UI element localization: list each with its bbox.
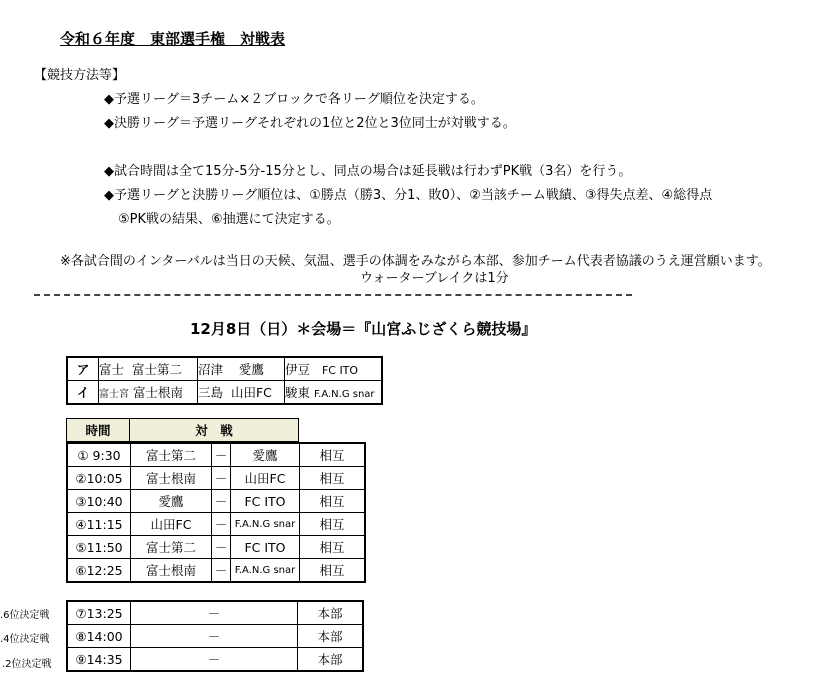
- vs-mark: －: [212, 490, 231, 513]
- rule-line: ⑤PK戦の結果、⑥抽選にて決定する。: [118, 212, 340, 227]
- final-match: －: [131, 625, 298, 648]
- team-home: 富士根南: [131, 559, 212, 583]
- final-label: .2位決定戦: [2, 659, 52, 670]
- finals-table: [66, 600, 364, 672]
- schedule-header: [66, 418, 299, 442]
- block-cell: 富士宮 富士根南: [99, 381, 198, 405]
- referee-type: 相互: [300, 490, 366, 513]
- match-row: [67, 513, 365, 536]
- match-time: ②10:05: [67, 467, 131, 490]
- match-row: [67, 467, 365, 490]
- match-time: ④11:15: [67, 513, 131, 536]
- final-time: ⑦13:25: [67, 601, 131, 625]
- section-heading: 【競技方法等】: [34, 68, 126, 83]
- match-time: ① 9:30: [67, 443, 131, 467]
- vs-mark: －: [212, 536, 231, 559]
- header-match: 対 戦: [130, 419, 299, 442]
- final-row: [67, 625, 363, 648]
- block-label: ア: [67, 357, 99, 381]
- referee-type: 相互: [300, 513, 366, 536]
- interval-note: ※各試合間のインターバルは当日の天候、気温、選手の体調をみながら本部、参加チーム代表者協議のうえ運営願います。: [60, 254, 771, 269]
- final-match: －: [131, 601, 298, 625]
- venue-heading: 12月8日（日）＊会場＝『山宮ふじざくら競技場』: [190, 320, 537, 338]
- match-row: [67, 536, 365, 559]
- team-home: 富士根南: [131, 467, 212, 490]
- referee-type: 本部: [298, 648, 364, 672]
- match-time: ⑥12:25: [67, 559, 131, 583]
- schedule-table: [66, 442, 366, 583]
- team-home: 富士第二: [131, 536, 212, 559]
- rule-line: ◆決勝リーグ＝予選リーグそれぞれの1位と2位と3位同士が対戦する。: [104, 116, 516, 131]
- block-row: [67, 381, 382, 405]
- water-break-note: ウォーターブレイクは1分: [360, 271, 509, 286]
- team-away: F.A.N.G snar: [231, 513, 300, 536]
- final-row: [67, 648, 363, 672]
- team-away: 山田FC: [231, 467, 300, 490]
- page-title: 令和６年度 東部選手権 対戦表: [60, 30, 286, 48]
- match-time: ⑤11:50: [67, 536, 131, 559]
- block-cell: 沼津 愛鷹: [198, 357, 285, 381]
- rule-line: ◆予選リーグ＝3チーム×２ブロックで各リーグ順位を決定する。: [104, 92, 484, 107]
- vs-mark: －: [212, 443, 231, 467]
- block-row: [67, 357, 382, 381]
- team-away: FC ITO: [231, 536, 300, 559]
- final-row: [67, 601, 363, 625]
- match-row: [67, 490, 365, 513]
- referee-type: 相互: [300, 536, 366, 559]
- header-time: 時間: [67, 419, 130, 442]
- referee-type: 相互: [300, 467, 366, 490]
- block-cell: 富士 富士第二: [99, 357, 198, 381]
- referee-type: 本部: [298, 625, 364, 648]
- dashed-divider: [34, 294, 632, 296]
- match-row: [67, 559, 365, 583]
- final-label: .4位決定戦: [0, 634, 50, 645]
- rule-line: ◆試合時間は全て15分-5分-15分とし、同点の場合は延長戦は行わずPK戦（3名）を行う。: [104, 164, 632, 179]
- final-match: －: [131, 648, 298, 672]
- team-home: 山田FC: [131, 513, 212, 536]
- referee-type: 相互: [300, 443, 366, 467]
- team-away: 愛鷹: [231, 443, 300, 467]
- vs-mark: －: [212, 559, 231, 583]
- final-time: ⑧14:00: [67, 625, 131, 648]
- team-home: 愛鷹: [131, 490, 212, 513]
- block-cell: 三島 山田FC: [198, 381, 285, 405]
- block-cell: 駿東 F.A.N.G snar: [285, 381, 383, 405]
- vs-mark: －: [212, 467, 231, 490]
- match-row: [67, 443, 365, 467]
- block-cell: 伊豆 FC ITO: [285, 357, 383, 381]
- vs-mark: －: [212, 513, 231, 536]
- team-away: F.A.N.G snar: [231, 559, 300, 583]
- team-home: 富士第二: [131, 443, 212, 467]
- final-label: .6位決定戦: [0, 610, 50, 621]
- match-time: ③10:40: [67, 490, 131, 513]
- final-time: ⑨14:35: [67, 648, 131, 672]
- blocks-table: [66, 356, 383, 405]
- rule-line: ◆予選リーグと決勝リーグ順位は、①勝点（勝3、分1、敗0）、②当該チーム戦績、③得失点差、④総得点: [104, 188, 713, 203]
- referee-type: 相互: [300, 559, 366, 583]
- team-away: FC ITO: [231, 490, 300, 513]
- block-label: イ: [67, 381, 99, 405]
- referee-type: 本部: [298, 601, 364, 625]
